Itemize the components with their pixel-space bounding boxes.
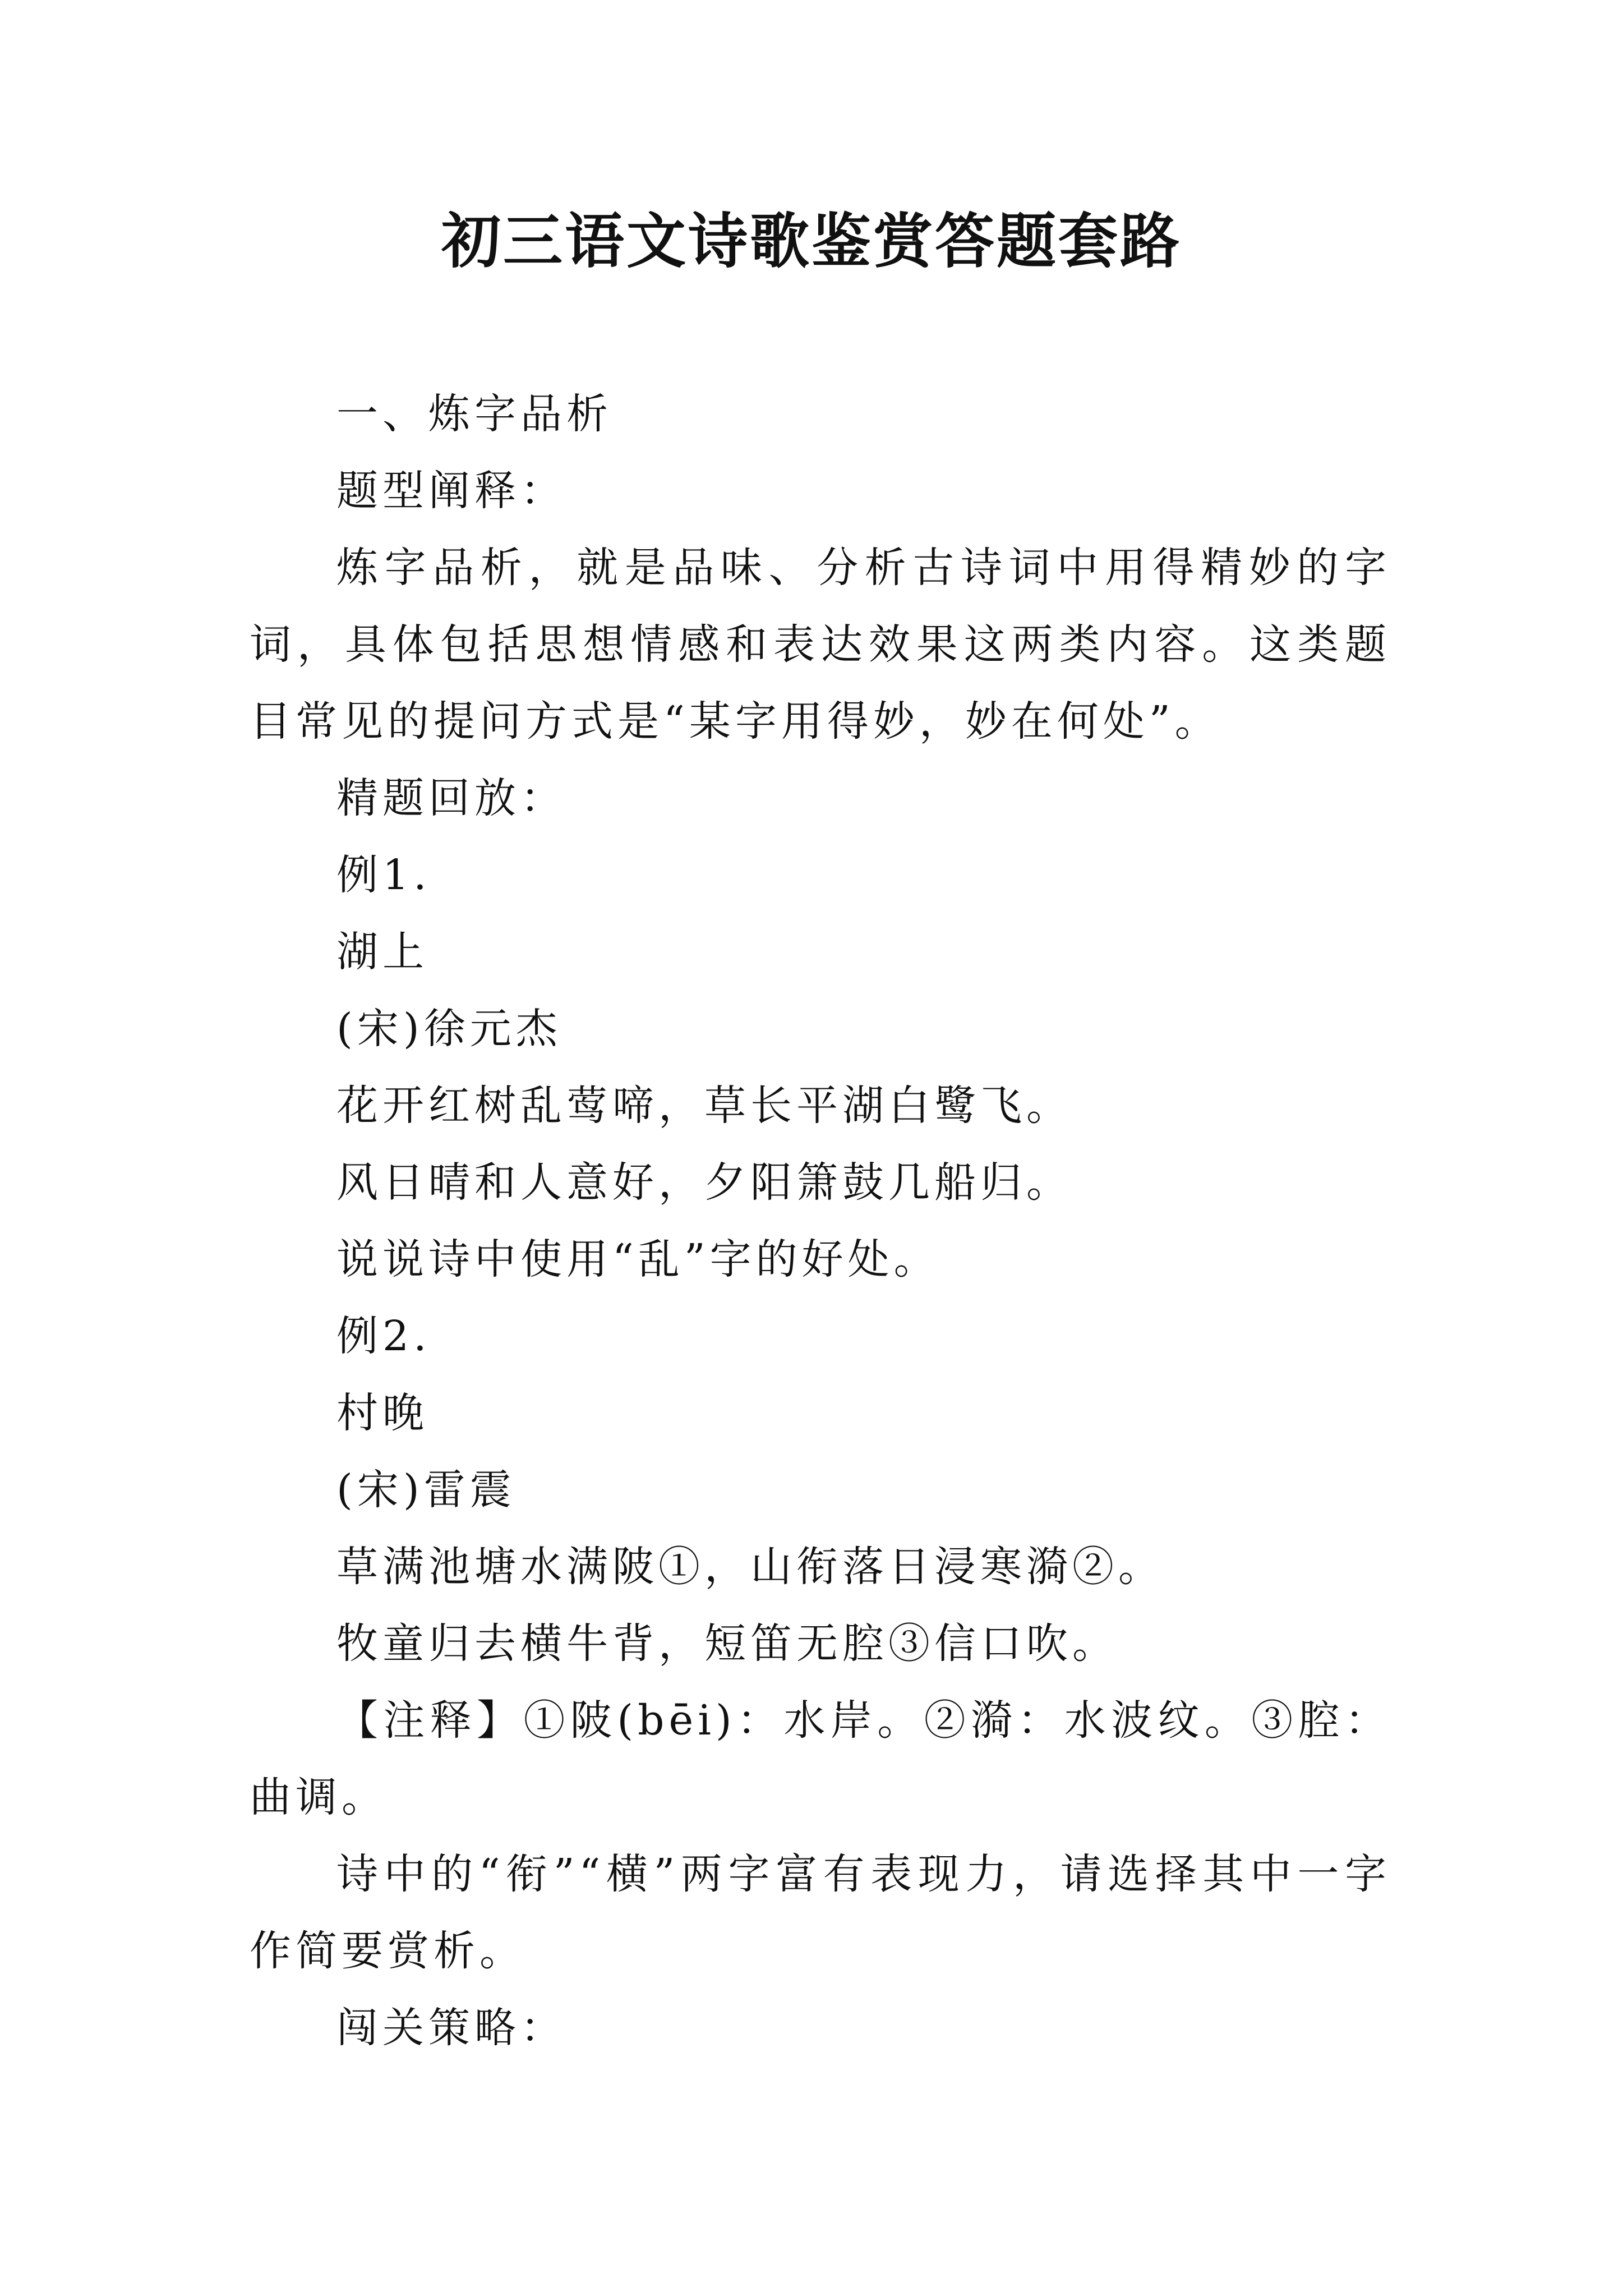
question: 诗中的“衔”“横”两字富有表现力，请选择其中一字作简要赏析。 <box>250 1850 1391 1975</box>
poem-line: 牧童归去横牛背，短笛无腔③信口吹。 <box>336 1619 1118 1668</box>
poem-line: 草满池塘水满陂①，山衔落日浸寒漪②。 <box>336 1543 1164 1591</box>
document-body <box>250 376 1391 2067</box>
question: 说说诗中使用“乱”字的好处。 <box>336 1235 940 1283</box>
example-label: 例1. <box>336 851 431 899</box>
subheading: 题型阐释： <box>336 467 566 515</box>
example-label: 例2. <box>336 1312 431 1360</box>
poem-author: (宋)雷震 <box>336 1466 516 1514</box>
document-title: 初三语文诗歌鉴赏答题套路 <box>441 206 1182 276</box>
poem-author: (宋)徐元杰 <box>336 1005 562 1053</box>
subheading: 精题回放： <box>336 774 566 822</box>
poem-line: 花开红树乱莺啼，草长平湖白鹭飞。 <box>336 1082 1072 1130</box>
body-paragraph: 炼字品析，就是品味、分析古诗词中用得精妙的字词，具体包括思想情感和表达效果这两类内容。这类题目常见的提问方式是“某字用得妙，妙在何处”。 <box>250 544 1391 746</box>
annotation: 【注释】①陂(bēi)：水岸。②漪：水波纹。③腔：曲调。 <box>250 1696 1391 1821</box>
subheading: 闯关策略： <box>336 2004 566 2052</box>
poem-line: 风日晴和人意好，夕阳箫鼓几船归。 <box>336 1158 1072 1207</box>
poem-title: 湖上 <box>336 928 428 976</box>
section-heading: 一、炼字品析 <box>336 390 612 438</box>
poem-title: 村晚 <box>336 1389 428 1437</box>
